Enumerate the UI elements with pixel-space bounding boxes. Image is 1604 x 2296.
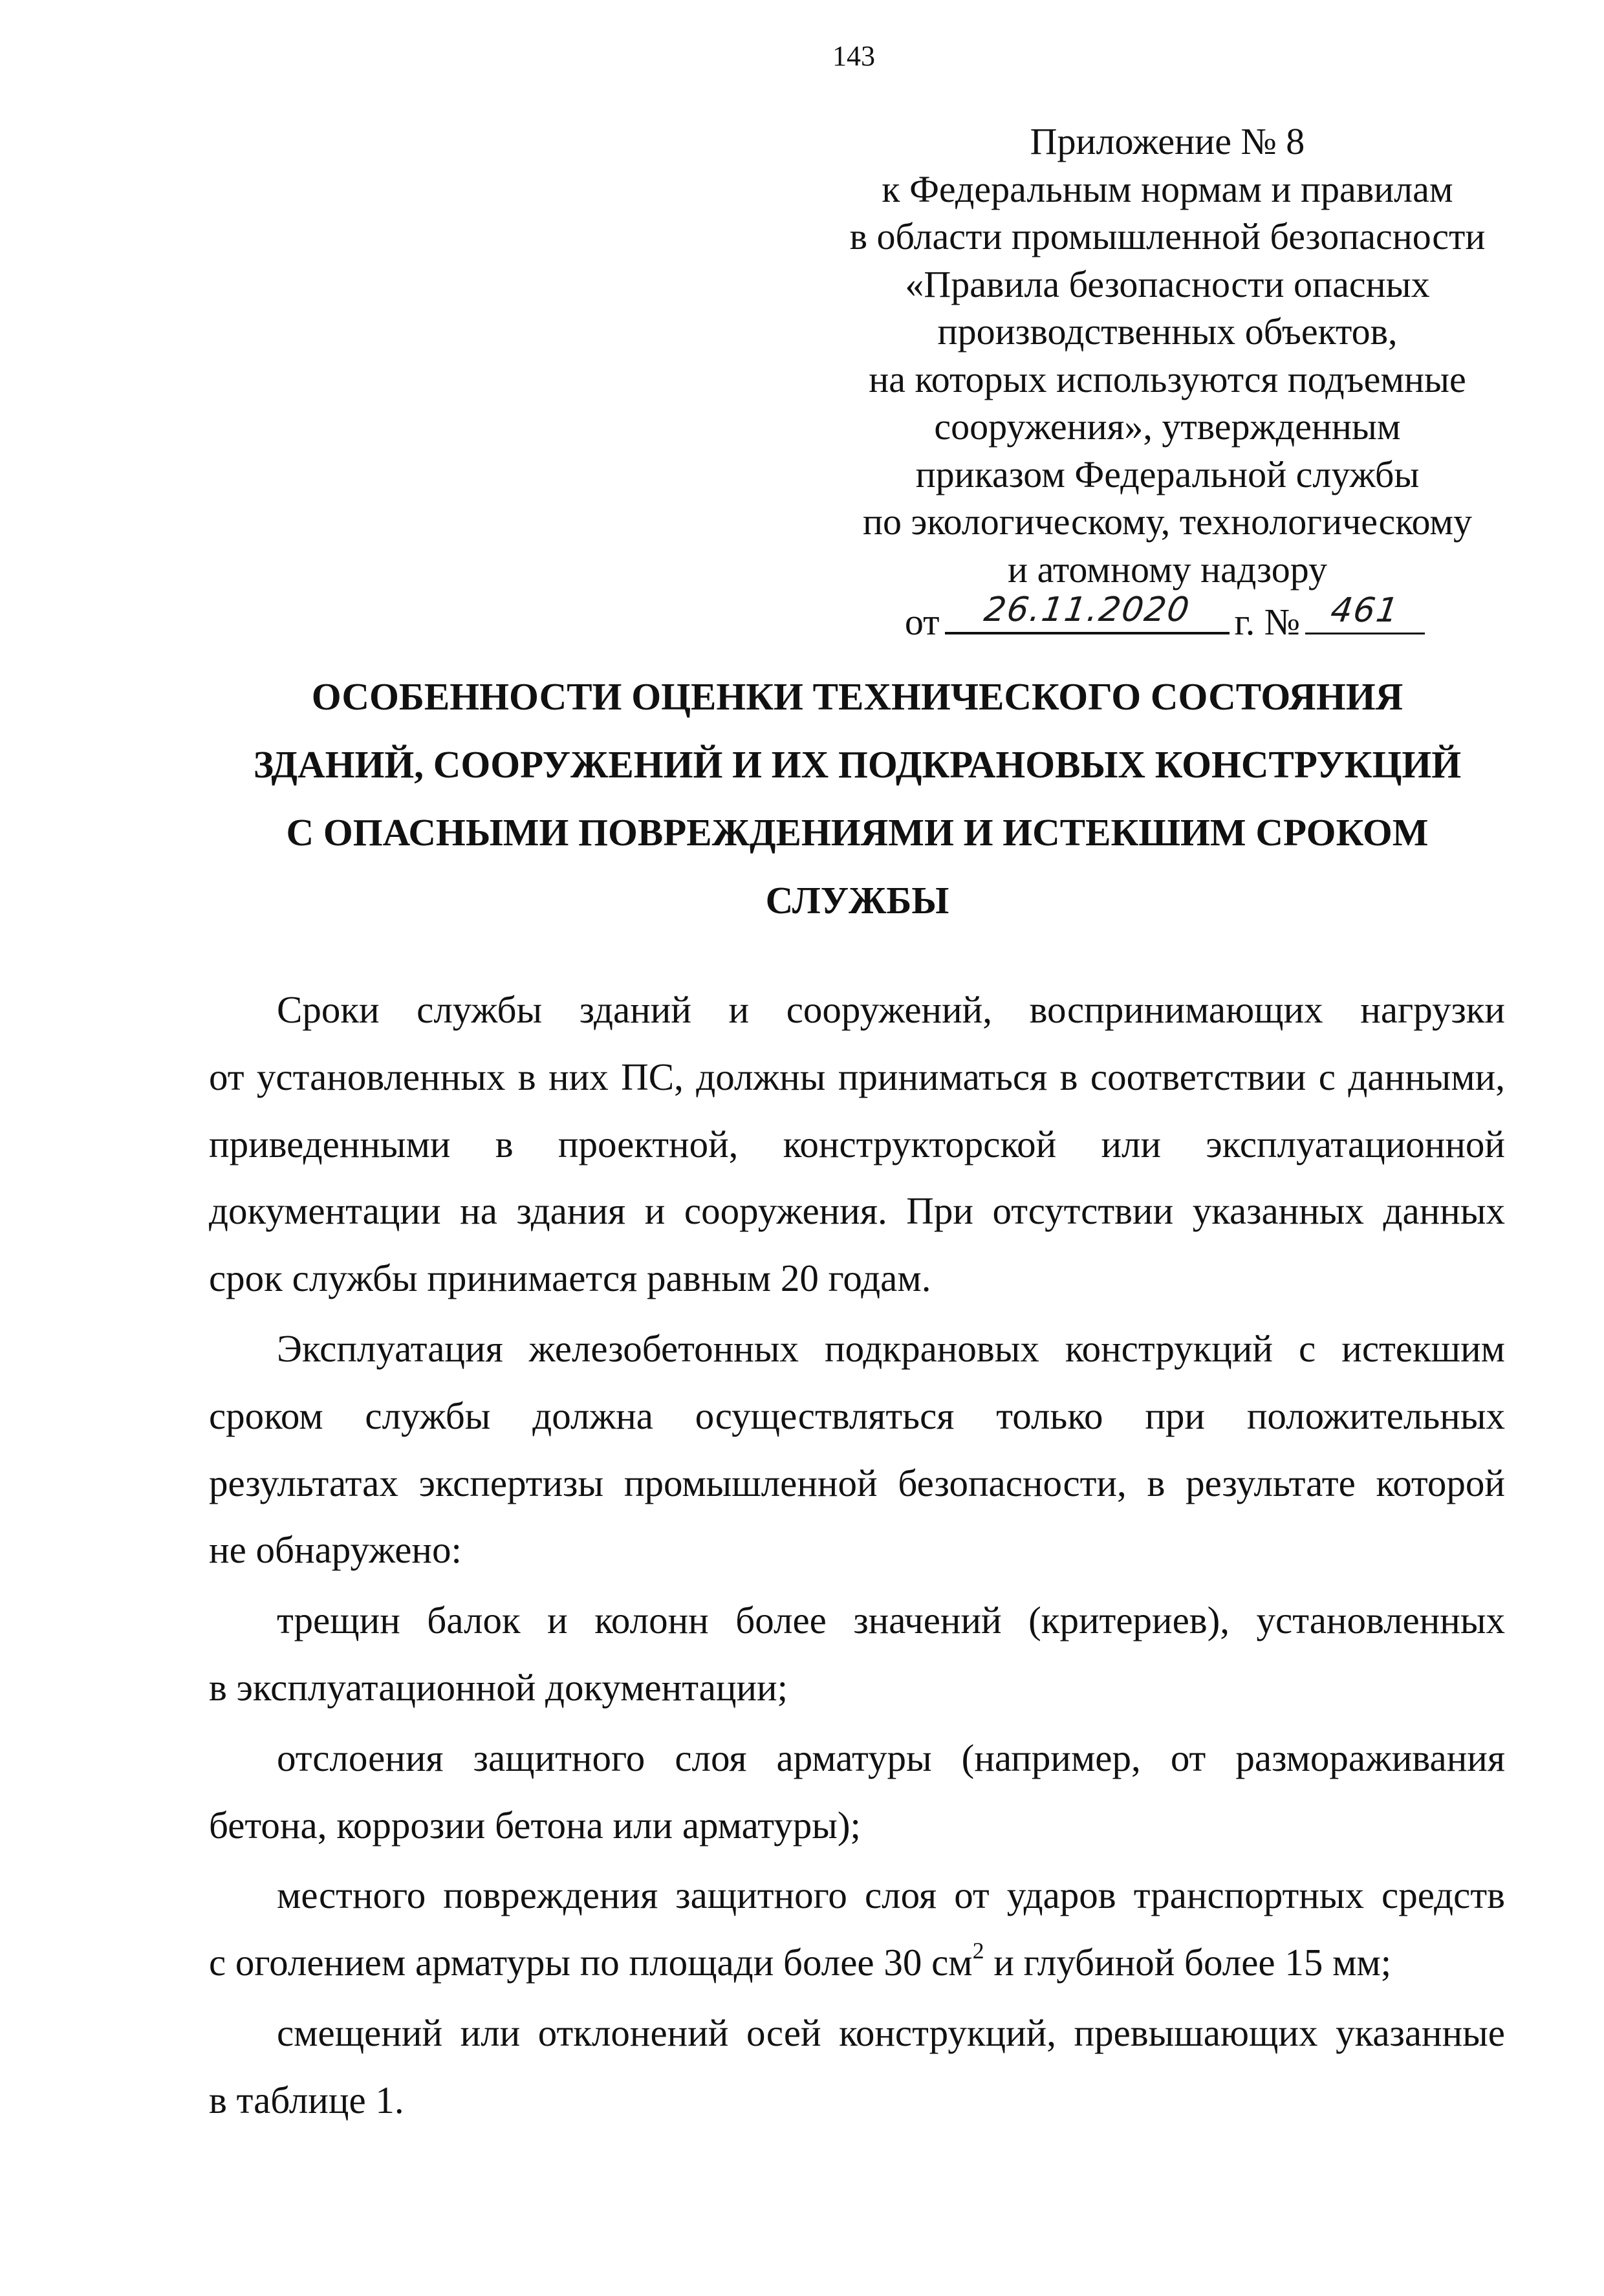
text-line: приведенными в проектной, конструкторской или эксплуатационной	[209, 1122, 1505, 1165]
text-segment: с оголением арматуры по площади более 30 см	[209, 1941, 973, 1984]
list-item-delamination	[209, 1725, 1505, 1859]
list-item-cracks	[209, 1587, 1505, 1722]
approval-line: производственных объектов,	[937, 310, 1398, 352]
text-line: смещений или отклонений осей конструкций, превышающих указанные	[277, 2011, 1505, 2054]
approval-line: и атомному надзору	[1008, 548, 1327, 590]
title-line: С ОПАСНЫМИ ПОВРЕЖДЕНИЯМИ И ИСТЕКШИМ СРОКОМ	[286, 811, 1429, 854]
paragraph-operation	[209, 1316, 1505, 1584]
date-prefix: от	[904, 601, 940, 643]
text-line: бетона, коррозии бетона или арматуры);	[209, 1803, 861, 1847]
number-blank	[1305, 591, 1425, 634]
title-line: СЛУЖБЫ	[765, 879, 949, 922]
approval-line: Приложение № 8	[1030, 120, 1305, 162]
superscript: 2	[972, 1938, 984, 1964]
text-line: документации на здания и сооружения. При отсутствии указанных данных	[209, 1189, 1505, 1233]
text-line: не обнаружено:	[209, 1528, 462, 1572]
text-line: местного повреждения защитного слоя от ударов транспортных средств	[277, 1874, 1505, 1917]
list-item-local-damage	[209, 1862, 1505, 1997]
date-blank	[945, 590, 1230, 634]
approval-line: в области промышленной безопасности	[849, 215, 1486, 257]
approval-line: приказом Федеральной службы	[915, 453, 1420, 495]
text-line: результатах экспертизы промышленной безопасности, в результате которой	[209, 1461, 1505, 1504]
order-date-number-line	[812, 590, 1523, 643]
text-line: Эксплуатация железобетонных подкрановых конструкций с истекшим	[277, 1327, 1505, 1370]
approval-line: к Федеральным нормам и правилам	[882, 168, 1453, 210]
body-text	[209, 977, 1505, 2138]
approval-line: на которых используются подъемные	[869, 358, 1466, 400]
text-line: отслоения защитного слоя арматуры (например, от размораживания	[277, 1736, 1505, 1779]
paragraph-service-life	[209, 977, 1505, 1312]
page-number: 143	[832, 40, 875, 72]
approval-line: сооружения», утвержденным	[934, 406, 1401, 448]
approval-line: «Правила безопасности опасных	[905, 263, 1430, 305]
handwritten-order-number: 461	[1328, 591, 1402, 630]
title-line: ЗДАНИЙ, СООРУЖЕНИЙ И ИХ ПОДКРАНОВЫХ КОНСТРУКЦИЙ	[253, 743, 1462, 786]
approval-line: по экологическому, технологическому	[862, 501, 1473, 543]
text-line: трещин балок и колонн более значений (критериев), установленных	[277, 1599, 1505, 1642]
title-line: ОСОБЕННОСТИ ОЦЕНКИ ТЕХНИЧЕСКОГО СОСТОЯНИЯ	[311, 675, 1404, 718]
text-segment: и глубиной более 15 мм;	[984, 1941, 1392, 1984]
handwritten-date: 26.11.2020	[981, 590, 1193, 629]
text-line: сроком службы должна осуществляться только при положительных	[209, 1394, 1505, 1437]
approval-header	[812, 118, 1523, 641]
document-title	[209, 663, 1506, 935]
list-item-displacement	[209, 2000, 1505, 2134]
text-line: в эксплуатационной документации;	[209, 1665, 788, 1709]
text-line	[209, 1929, 1505, 1997]
text-line: от установленных в них ПС, должны приниматься в соответствии с данными,	[209, 1055, 1505, 1098]
year-number-label: г. №	[1234, 601, 1301, 643]
text-line: срок службы принимается равным 20 годам.	[209, 1257, 931, 1300]
text-line: в таблице 1.	[209, 2078, 404, 2121]
text-line: Сроки службы зданий и сооружений, воспринимающих нагрузки	[277, 988, 1505, 1031]
